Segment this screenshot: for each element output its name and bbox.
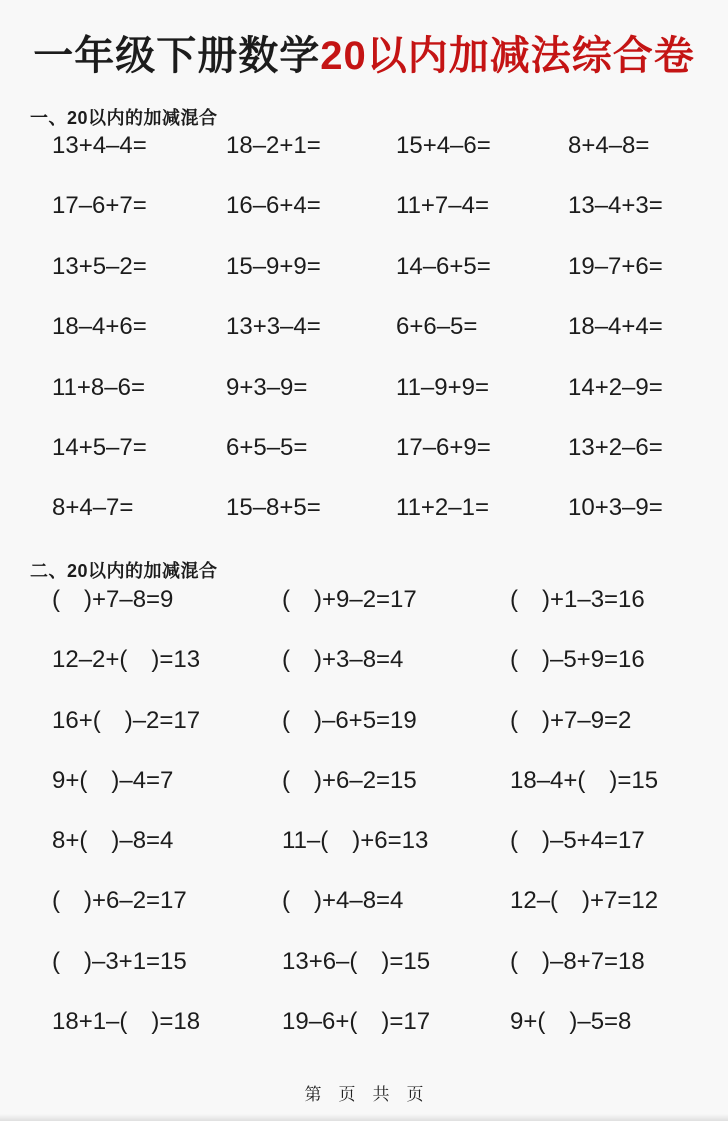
problem-cell: 12–2+( )=13 bbox=[52, 646, 201, 674]
problem-cell: 19–7+6= bbox=[568, 252, 663, 280]
problem-cell: ( )–5+9=16 bbox=[510, 646, 645, 674]
problem-cell: 16–6+4= bbox=[226, 192, 321, 220]
problem-cell: 13+5–2= bbox=[52, 252, 147, 280]
problem-cell: 18–2+1= bbox=[226, 132, 321, 159]
problem-cell: 6+5–5= bbox=[226, 433, 308, 461]
title-text-black: 一年级下册数学 bbox=[33, 34, 321, 78]
problem-cell: 11–( )+6=13 bbox=[282, 827, 429, 855]
problem-cell: 15+4–6= bbox=[396, 132, 491, 159]
problem-cell: ( )+9–2=17 bbox=[282, 586, 417, 613]
problem-cell: ( )–3+1=15 bbox=[52, 947, 187, 975]
problem-cell: 11–9+9= bbox=[396, 373, 489, 401]
problem-cell: ( )+1–3=16 bbox=[510, 586, 645, 613]
page-footer: 第 页 共 页 bbox=[304, 1085, 424, 1104]
problem-cell: 13+4–4= bbox=[52, 132, 147, 159]
problem-cell: 17–6+9= bbox=[396, 433, 491, 461]
section2-problem-grid bbox=[52, 587, 712, 1069]
problem-cell: 18+1–( )=18 bbox=[52, 1008, 201, 1036]
problem-cell: 12–( )+7=12 bbox=[510, 887, 659, 915]
problem-cell: 15–9+9= bbox=[226, 252, 321, 280]
problem-cell: ( )+6–2=17 bbox=[52, 887, 187, 915]
problem-cell: 17–6+7= bbox=[52, 192, 147, 220]
problem-cell: ( )–8+7=18 bbox=[510, 947, 645, 975]
problem-cell: ( )+4–8=4 bbox=[282, 887, 404, 915]
section2-heading: 二、20以内的加减混合 bbox=[30, 561, 218, 581]
problem-cell: ( )+6–2=15 bbox=[282, 766, 417, 794]
problem-cell: 9+3–9= bbox=[226, 373, 308, 401]
problem-cell: 18–4+( )=15 bbox=[510, 766, 659, 794]
problem-cell: 8+4–8= bbox=[568, 132, 650, 159]
problem-cell: 11+7–4= bbox=[396, 192, 489, 220]
section1-heading: 一、20以内的加减混合 bbox=[30, 108, 218, 128]
problem-cell: 18–4+4= bbox=[568, 313, 663, 341]
problem-cell: 10+3–9= bbox=[568, 494, 663, 522]
problem-cell: 8+( )–8=4 bbox=[52, 827, 174, 855]
problem-cell: 15–8+5= bbox=[226, 494, 321, 522]
problem-cell: 9+( )–5=8 bbox=[510, 1008, 632, 1036]
problem-cell: 13+6–( )=15 bbox=[282, 947, 431, 975]
problem-cell: 9+( )–4=7 bbox=[52, 766, 174, 794]
problem-cell: 11+8–6= bbox=[52, 373, 145, 401]
problem-cell: 18–4+6= bbox=[52, 313, 147, 341]
problem-cell: 6+6–5= bbox=[396, 313, 478, 341]
problem-cell: ( )+3–8=4 bbox=[282, 646, 404, 674]
problem-cell: ( )+7–9=2 bbox=[510, 706, 632, 734]
problem-cell: 19–6+( )=17 bbox=[282, 1008, 431, 1036]
problem-cell: ( )–5+4=17 bbox=[510, 827, 645, 855]
problem-cell: 13+3–4= bbox=[226, 313, 321, 341]
title-text-red: 20以内加减法综合卷 bbox=[320, 34, 695, 78]
problem-cell: 14+2–9= bbox=[568, 373, 663, 401]
problem-cell: 8+4–7= bbox=[52, 494, 134, 522]
problem-cell: 13+2–6= bbox=[568, 433, 663, 461]
problem-cell: ( )+7–8=9 bbox=[52, 586, 174, 613]
problem-cell: 16+( )–2=17 bbox=[52, 706, 201, 734]
scan-edge-shading bbox=[0, 1114, 728, 1121]
problem-cell: 14–6+5= bbox=[396, 252, 491, 280]
section1-problem-grid bbox=[52, 133, 712, 556]
page-title bbox=[0, 24, 728, 81]
problem-cell: ( )–6+5=19 bbox=[282, 706, 417, 734]
problem-cell: 13–4+3= bbox=[568, 192, 663, 220]
problem-cell: 11+2–1= bbox=[396, 494, 489, 522]
problem-cell: 14+5–7= bbox=[52, 433, 147, 461]
